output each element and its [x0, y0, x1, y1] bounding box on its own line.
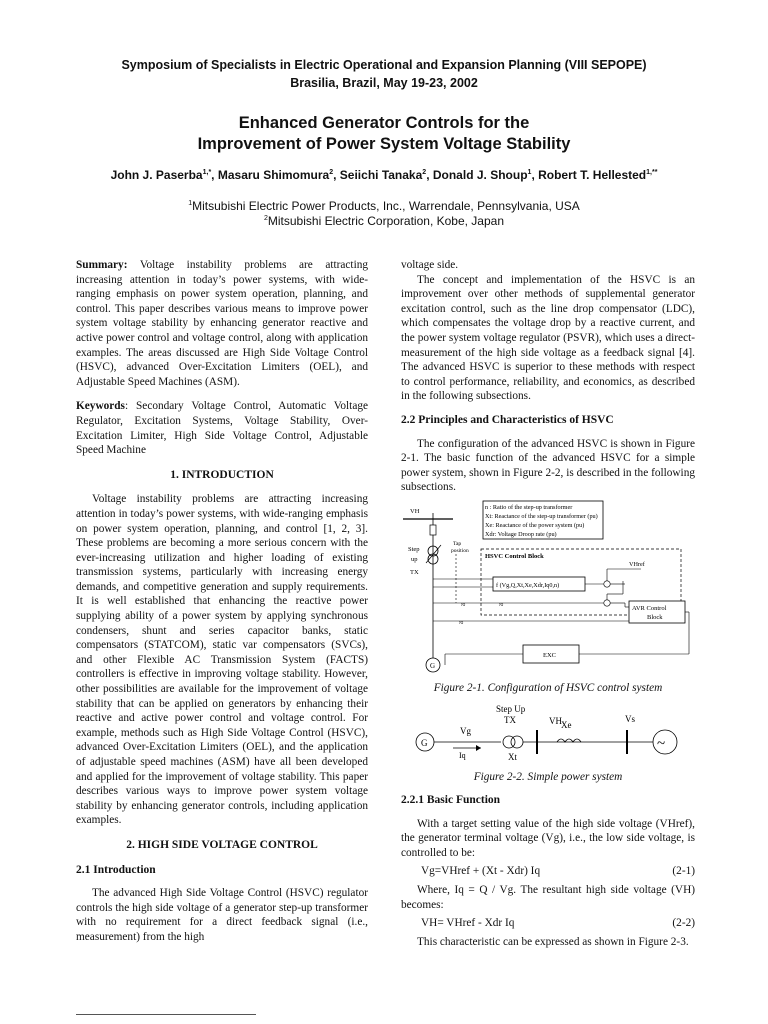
summing-junction-2 [604, 600, 610, 606]
summary-paragraph: Summary: Voltage instability problems are attracting increasing attention in today’s power systems, with wide-ranging emphasis on power system operation, planning, and control. This paper describes various means to improve power system voltage stability by enhancing generator reactive and active power control and voltage control, along with application examples. The areas discussed are High Side Voltage Control (HSVC), advanced Over-Excitation Limiters (OEL), and Adjustable Speed Machines (ASM). [76, 259, 369, 388]
symposium-name: Symposium of Specialists in Electric Operational and Expansion Planning (VIII SEPOPE) [121, 58, 647, 72]
exc-label: EXC [543, 651, 556, 659]
subsection-heading-2-2-1: 2.2.1 Basic Function [401, 794, 501, 807]
vhref-label: VHref [629, 560, 645, 568]
vh-label: VH [410, 507, 420, 515]
legend-xdr: Xdr: Voltage Droop rate (pu) [485, 530, 557, 538]
author-sup: 1,* [202, 169, 212, 176]
iq-label: Iq [459, 750, 466, 760]
function-label: f (Vg,Q,Xt,Xe,Xdr,Iq0,n) [496, 581, 560, 589]
keywords-paragraph: Keywords: Secondary Voltage Control, Automatic Voltage Regulator, Excitation Systems, Voltage Stability, Over-Excitation Limiter, High Side Voltage Control, Adjustable Speed Machine [76, 400, 368, 457]
equation-2-2: VH= VHref - Xdr Iq (2-2) [421, 917, 695, 930]
left-column [76, 258, 368, 945]
hsvc-block-label: HSVC Control Block [485, 552, 544, 560]
legend-xt: Xt: Reactance of the step-up transformer (pu) [485, 512, 598, 520]
author-list: John J. Paserba$^{1,*}$, Masaru Shimomura$^2$, Seiichi Tanaka$^2$, Donald J. Shoup$^1$, Robert T. Hellested$^{1,**}$ [110, 168, 658, 182]
step-label: Step [408, 545, 420, 553]
avr-label-2: Block [647, 613, 663, 621]
author-sup: 1 [527, 169, 532, 176]
position-label: position [451, 547, 469, 554]
ct-symbol-1: ≈ [461, 599, 466, 609]
stepup-label: Step Up [496, 703, 526, 714]
ct-symbol-2: ≈ [499, 599, 504, 609]
ac-source-symbol: ~ [657, 735, 666, 752]
author-sup: 2 [329, 169, 334, 176]
where-paragraph: Where, Iq = Q / Vg. The resultant high side voltage (VH) becomes: [401, 884, 695, 911]
figure-2-1-caption: Figure 2-1. Configuration of HSVC control system [433, 681, 663, 694]
figure-2-1-legend [483, 501, 603, 539]
generator-g-label: G [430, 661, 436, 670]
figure-2-2-diagram [401, 704, 695, 766]
author: Masaru Shimomura [217, 168, 330, 182]
symposium-location-date: Brasilia, Brazil, May 19-23, 2002 [290, 76, 478, 90]
affiliation-2: $^2$Mitsubishi Electric Corporation, Kobe, Japan [263, 214, 505, 228]
tx-winding-right [511, 736, 523, 748]
characteristic-paragraph: This characteristic can be expressed as shown in Figure 2-3. [417, 935, 689, 948]
author-sup: 2 [422, 169, 427, 176]
vs-label: Vs [625, 713, 636, 724]
tx-label-fig2: TX [504, 714, 516, 725]
tx-label: TX [410, 568, 419, 576]
author: Donald J. Shoup [432, 168, 528, 182]
vh-label-fig2: VH [549, 715, 562, 726]
hsvc-intro-continued: voltage side. [401, 259, 459, 271]
figure-2-2-caption: Figure 2-2. Simple power system [473, 770, 623, 783]
tap-label: Tap [453, 540, 462, 547]
section-heading-hsvc: 2. HIGH SIDE VOLTAGE CONTROL [126, 838, 318, 851]
author: John J. Paserba [110, 168, 203, 182]
principles-paragraph: The configuration of the advanced HSVC is shown in Figure 2-1. The basic function of the advanced HSVC for a simple power system, shown in Figure 2-2, is described in the following subsections. [401, 437, 695, 494]
hsvc-concept-paragraph: The concept and implementation of the HSVC is an improvement over other methods of supplemental generator excitation control, such as the line drop compensator (LDC), which compensates the voltage drop by a reactive current, and the power system voltage regulator (PSVR), which uses a direct-measurement of the high side voltage as a feedback signal [4]. The advanced HSVC is superior to these methods with respect to control performance, reliability, and economics, as described in the following subsections. [401, 273, 695, 403]
basic-function-paragraph: With a target setting value of the high side voltage (VHref), the generator terminal voltage (Vg), i.e., the low side voltage, is controlled to be: [401, 817, 695, 859]
section-heading-introduction: 1. INTRODUCTION [170, 468, 274, 481]
footnote-rule [76, 1014, 256, 1015]
paper-title-line1: Enhanced Generator Controls for the [238, 114, 530, 132]
right-column [401, 258, 695, 949]
line-reactance [557, 739, 581, 742]
avr-label-1: AVR Control [632, 604, 667, 612]
author: Seiichi Tanaka [339, 168, 423, 182]
hsvc-intro-paragraph: The advanced High Side Voltage Control (HSVC) regulator controls the high side voltage of a generator step-up transformer with no requirement for a direct feedback signal (i.e., measurement) from the high [76, 887, 368, 943]
legend-n: n : Ratio of the step-up transformer [485, 503, 573, 511]
ct-box-top [430, 525, 436, 535]
gen-label: G [421, 737, 428, 748]
subsection-heading-2-2: 2.2 Principles and Characteristics of HSVC [401, 413, 614, 426]
subsection-heading-2-1: 2.1 Introduction [76, 863, 156, 876]
legend-xe: Xe: Reactance of the power system (pu) [485, 521, 585, 529]
xt-label: Xt [508, 751, 517, 762]
author: Robert T. Hellested [538, 168, 647, 182]
author-sup: 1,** [646, 169, 658, 176]
paper-title-line2: Improvement of Power System Voltage Stability [197, 135, 571, 153]
figure-2-1-diagram [401, 499, 695, 677]
affiliation-1: $^1$Mitsubishi Electric Power Products, Inc., Warrendale, Pennsylvania, USA [188, 199, 580, 213]
ct-symbol-3: ≈ [459, 617, 464, 627]
up-label: up [411, 555, 418, 563]
equation-2-1: Vg=VHref + (Xt - Xdr) Iq (2-1) [421, 865, 695, 878]
introduction-paragraph: Voltage instability problems are attracting increasing attention in today’s power systems, with wide-ranging emphasis on power system operation, planning, and control [1, 2, 3]. These problems are becoming a more serious concern with the ever-increasing utilization and higher loading of existing transmission systems, particularly with increasing energy demands, and competitive generation and supply requirements. It is well established that enhancing the reactive power supplying ability of a power system by applying synchronous condensers, shunt and series capacitor banks, static compensators (STATCOM), static var compensators (SVCs), and other Flexible AC Transmission System (FACTS) controllers is effective in improving voltage stability. However, other possibilities are available for the improvement of voltage stability that can be applied on generators by enhancing their reactive and active power control and voltage control. For example, methods such as High Side Voltage Control (HSVC), advanced Over-Excitation Limiters (OEL), and the application of adjustable speed machines (ASM) have all been developed and applied for the improvement of voltage stability. This paper describes various ways to improve power system voltage stability by enhancing generator controls, including application examples. [76, 493, 368, 827]
vg-label: Vg [460, 725, 471, 736]
xe-label: Xe [561, 719, 572, 730]
summing-junction [604, 581, 610, 587]
